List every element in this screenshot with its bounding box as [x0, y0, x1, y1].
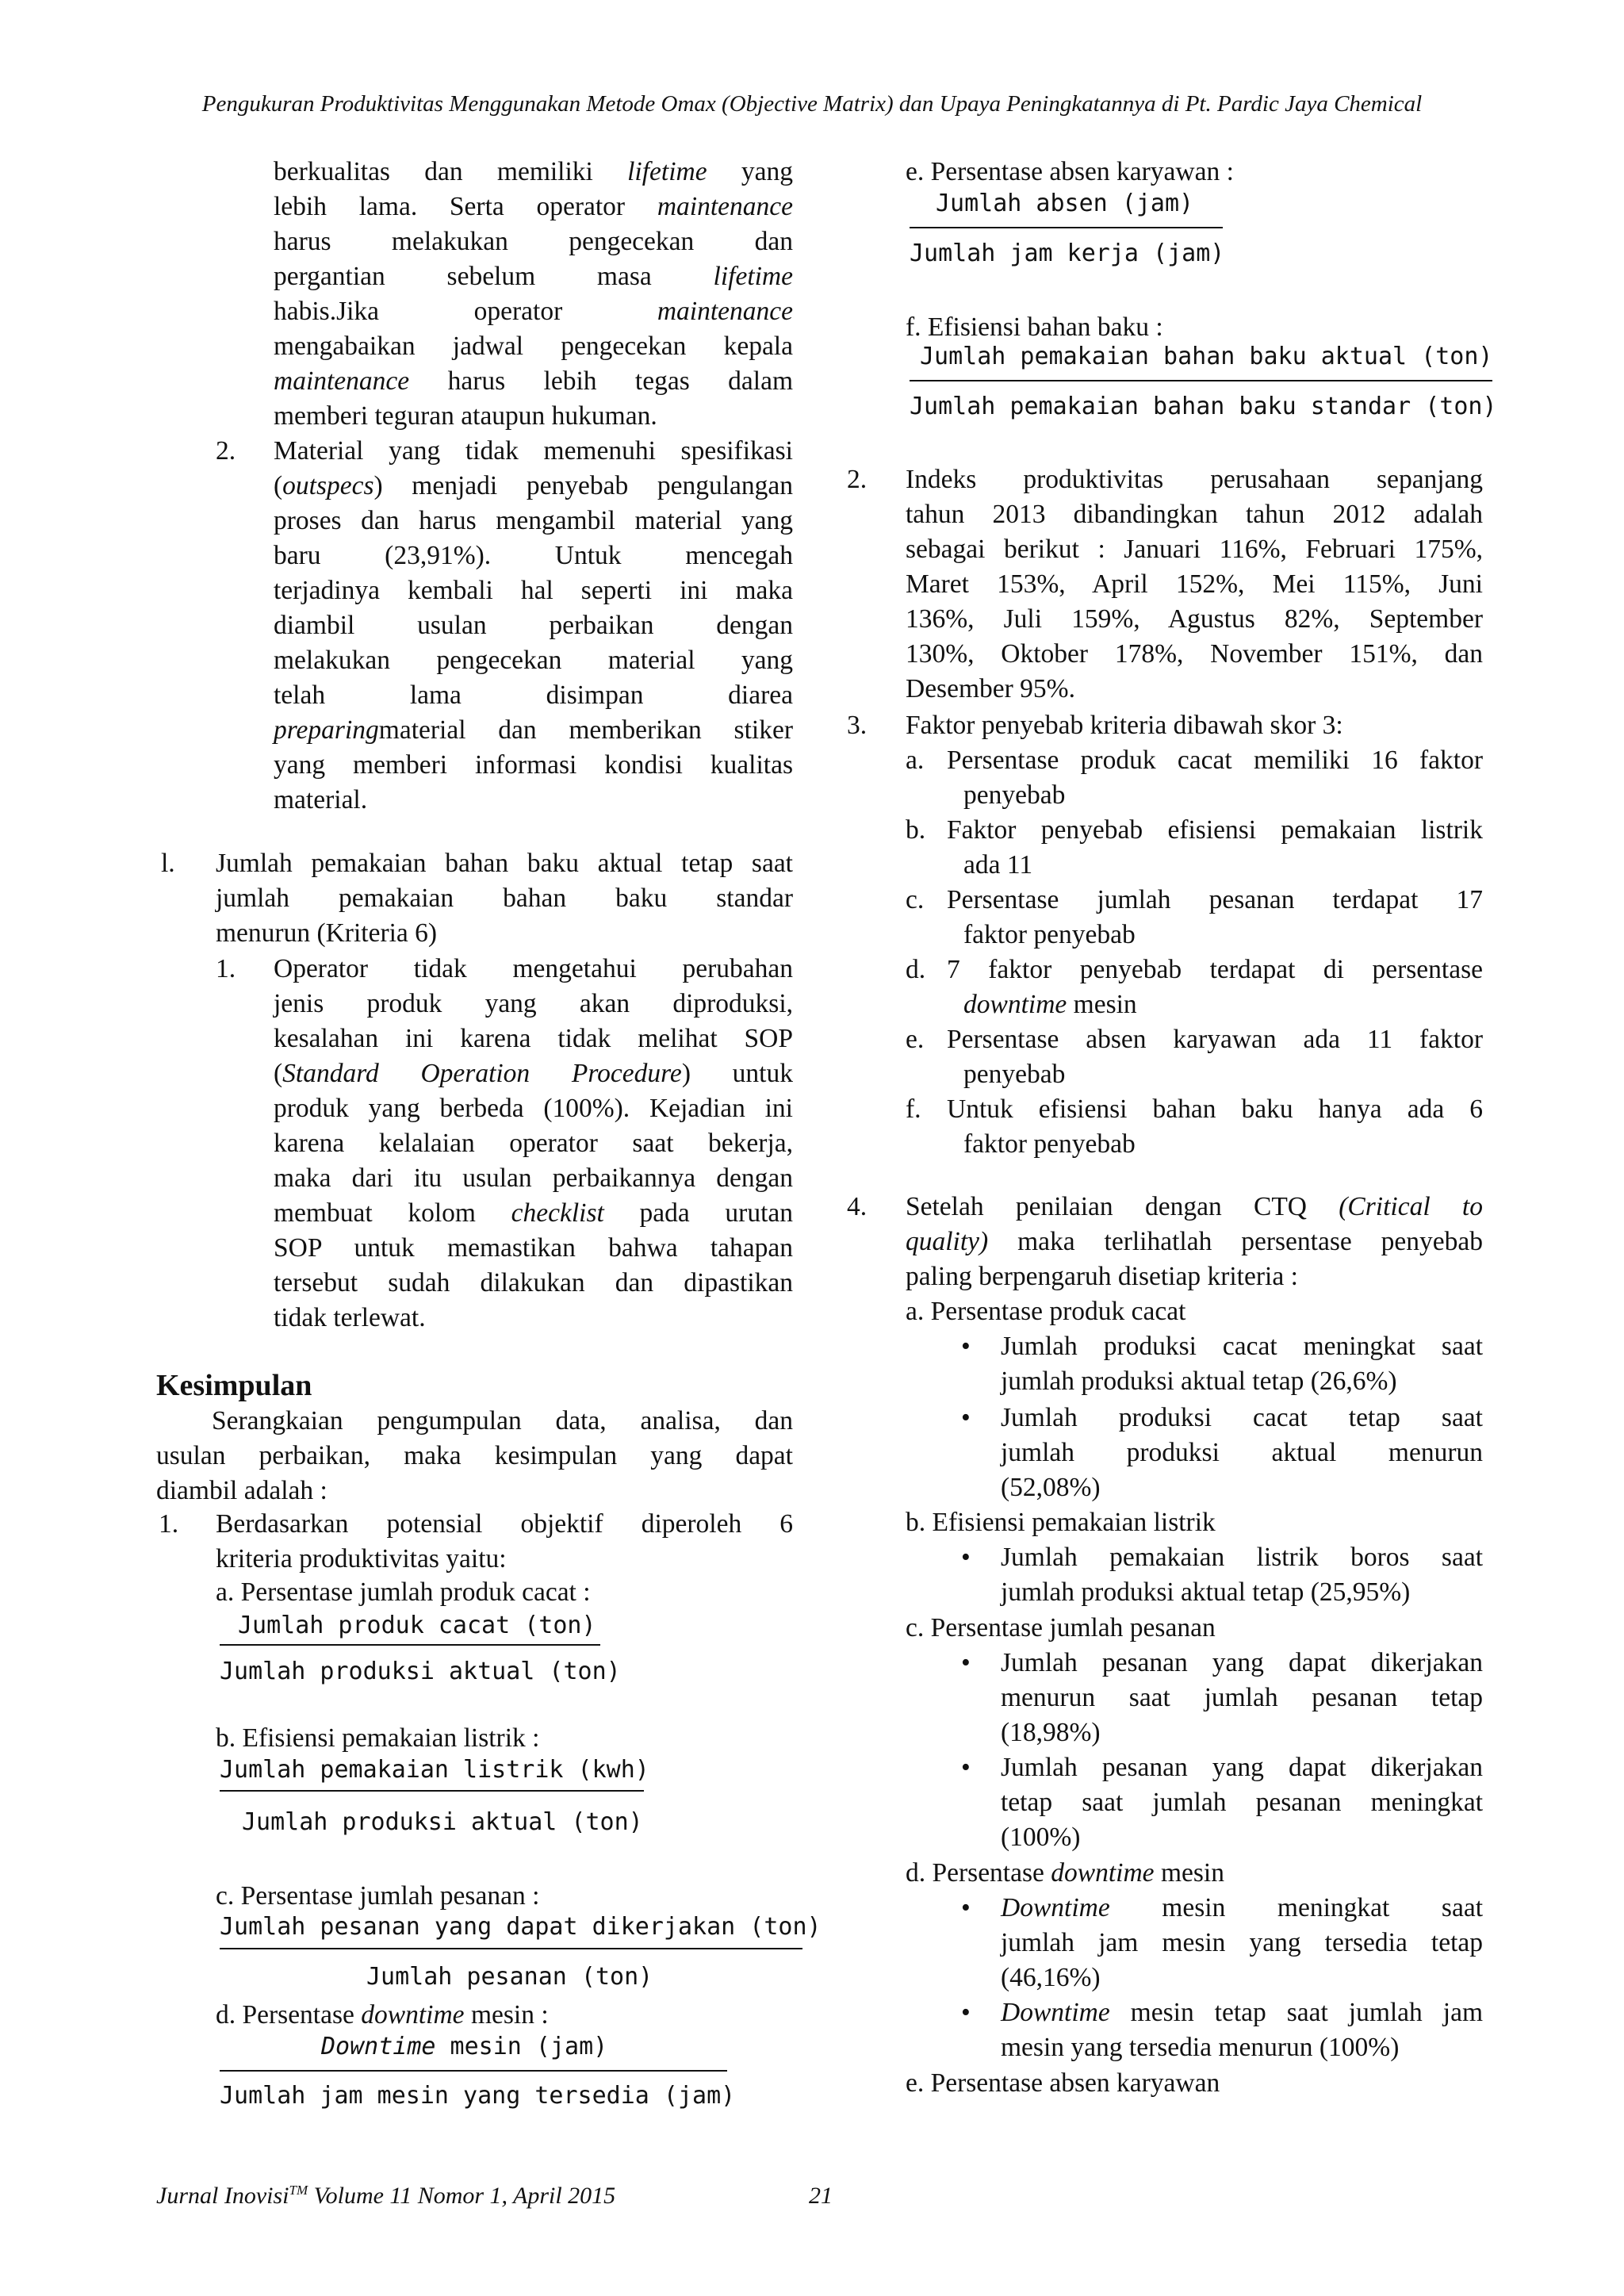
- text-line: menurun saat jumlah pesanan tetap: [1001, 1683, 1483, 1712]
- footer-journal: Jurnal Inovisi™ Volume 11 Nomor 1, April 2015: [156, 2183, 616, 2209]
- text-line: preparingmaterial dan memberikan stiker: [274, 715, 793, 745]
- text-line: mengabaikan jadwal pengecekan kepala: [274, 332, 793, 361]
- bullet-icon: •: [961, 1403, 971, 1432]
- text-line: Jumlah pemakaian listrik boros saat: [1001, 1543, 1483, 1572]
- text-line: kriteria produktivitas yaitu:: [216, 1544, 507, 1573]
- text-line: 130%, Oktober 178%, November 151%, dan: [906, 639, 1483, 669]
- fraction-denominator: Jumlah pesanan (ton): [366, 1963, 653, 1991]
- criterion-b-label: b. Efisiensi pemakaian listrik :: [216, 1723, 540, 1753]
- criterion-heading: b. Efisiensi pemakaian listrik: [906, 1508, 1216, 1537]
- fraction-numerator: Jumlah produk cacat (ton): [238, 1612, 596, 1639]
- bullet-item: [961, 1995, 1483, 2065]
- fraction-numerator: Jumlah pemakaian listrik (kwh): [220, 1756, 649, 1784]
- text-line: produk yang berbeda (100%). Kejadian ini: [274, 1094, 793, 1123]
- text-line: Berdasarkan potensial objektif diperoleh 6: [216, 1509, 793, 1539]
- text-line: Setelah penilaian dengan CTQ (Critical to: [906, 1192, 1483, 1221]
- text-line: Operator tidak mengetahui perubahan: [274, 954, 793, 983]
- text-line: membuat kolom checklist pada urutan: [274, 1198, 793, 1228]
- text-line: jumlah produksi aktual tetap (25,95%): [1001, 1577, 1411, 1607]
- bullet-item: [961, 1401, 1483, 1505]
- bullet-item: [961, 1891, 1483, 1995]
- fraction-denominator: Jumlah produksi aktual (ton): [242, 1808, 643, 1836]
- bullet-icon: •: [961, 1648, 971, 1677]
- item-label: b.: [906, 815, 926, 845]
- criterion-heading: e. Persentase absen karyawan: [906, 2068, 1220, 2098]
- text-line: habis.Jika operator maintenance: [274, 297, 793, 326]
- text-line: Maret 153%, April 152%, Mei 115%, Juni: [906, 569, 1483, 599]
- conclusion-item-3: Faktor penyebab kriteria dibawah skor 3:: [906, 711, 1343, 740]
- text-line: faktor penyebab: [963, 920, 1136, 949]
- text-line: downtime mesin: [963, 990, 1137, 1019]
- text-line: (outspecs) menjadi penyebab pengulangan: [274, 471, 793, 500]
- text-line: yang memberi informasi kondisi kualitas: [274, 750, 793, 780]
- text-line: berkualitas dan memiliki lifetime yang: [274, 157, 793, 186]
- text-line: (100%): [1001, 1823, 1081, 1852]
- text-line: diambil adalah :: [156, 1476, 327, 1505]
- bullet-item: [961, 1329, 1483, 1399]
- fraction-denominator: Jumlah jam mesin yang tersedia (jam): [220, 2082, 736, 2110]
- text-line: Downtime mesin tetap saat jumlah jam: [1001, 1998, 1483, 2027]
- text-line: material.: [274, 785, 368, 815]
- fraction-numerator: Downtime mesin (jam): [321, 2033, 608, 2060]
- factor-item: [906, 813, 1483, 883]
- fraction-denominator: Jumlah produksi aktual (ton): [220, 1658, 621, 1685]
- text-line: lebih lama. Serta operator maintenance: [274, 192, 793, 221]
- text-line: Jumlah pesanan yang dapat dikerjakan: [1001, 1753, 1483, 1782]
- text-line: Downtime mesin meningkat saat: [1001, 1893, 1483, 1922]
- text-line: terjadinya kembali hal seperti ini maka: [274, 576, 793, 605]
- bullet-item: [961, 1750, 1483, 1855]
- text-line: tersebut sudah dilakukan dan dipastikan: [274, 1268, 793, 1297]
- factor-item: [906, 1022, 1483, 1092]
- criterion-e-label: e. Persentase absen karyawan :: [906, 157, 1234, 186]
- item-label: a.: [906, 746, 925, 775]
- criterion-heading: c. Persentase jumlah pesanan: [906, 1613, 1216, 1642]
- text-line: telah lama disimpan diarea: [274, 680, 793, 710]
- bullet-icon: •: [961, 1753, 971, 1782]
- fraction-numerator: Jumlah pemakaian bahan baku aktual (ton): [920, 343, 1493, 370]
- bullet-item: [961, 1540, 1483, 1610]
- text-line: mesin yang tersedia menurun (100%): [1001, 2033, 1400, 2062]
- fraction-bar: [910, 227, 1223, 228]
- fraction-numerator: Jumlah absen (jam): [936, 190, 1194, 217]
- criterion-heading: d. Persentase downtime mesin: [906, 1858, 1224, 1888]
- text-line: Desember 95%.: [906, 674, 1075, 703]
- criterion-d-label: d. Persentase downtime mesin :: [216, 2000, 549, 2030]
- fraction-bar: [910, 380, 1492, 381]
- text-line: usulan perbaikan, maka kesimpulan yang dapat: [156, 1441, 793, 1470]
- text-line: (52,08%): [1001, 1473, 1101, 1502]
- text-line: maka dari itu usulan perbaikannya dengan: [274, 1163, 793, 1193]
- text-line: faktor penyebab: [963, 1129, 1136, 1159]
- text-line: (46,16%): [1001, 1963, 1101, 1992]
- fraction-numerator: Jumlah pesanan yang dapat dikerjakan (ton): [220, 1913, 822, 1941]
- text-line: menurun (Kriteria 6): [216, 918, 438, 948]
- section-heading: Kesimpulan: [156, 1369, 312, 1402]
- text-line: (18,98%): [1001, 1718, 1101, 1747]
- bullet-icon: •: [961, 1332, 971, 1361]
- text-line: ada 11: [963, 850, 1033, 880]
- text-line: karena kelalaian operator saat bekerja,: [274, 1129, 793, 1158]
- text-line: Persentase jumlah pesanan terdapat 17: [947, 885, 1483, 914]
- text-line: maintenance harus lebih tegas dalam: [274, 366, 793, 396]
- criterion-a-label: a. Persentase jumlah produk cacat :: [216, 1577, 591, 1607]
- factor-list: [906, 743, 1483, 1162]
- text-line: Indeks produktivitas perusahaan sepanjang: [906, 465, 1483, 494]
- text-line: baru (23,91%). Untuk mencegah: [274, 541, 793, 570]
- text-line: diambil usulan perbaikan dengan: [274, 611, 793, 640]
- text-line: 136%, Juli 159%, Agustus 82%, September: [906, 604, 1483, 634]
- text-line: sebagai berikut : Januari 116%, Februari 175%,: [906, 535, 1483, 564]
- bullet-icon: •: [961, 1543, 971, 1572]
- text-line: tidak terlewat.: [274, 1303, 426, 1332]
- list-label-l: l.: [161, 849, 175, 878]
- conclusion-item-2: [906, 462, 1483, 707]
- text-line: Jumlah pesanan yang dapat dikerjakan: [1001, 1648, 1483, 1677]
- factor-item: [906, 953, 1483, 1022]
- text-line: jumlah jam mesin yang tersedia tetap: [1001, 1928, 1483, 1957]
- text-line: melakukan pengecekan material yang: [274, 646, 793, 675]
- text-line: Jumlah produksi cacat tetap saat: [1001, 1403, 1483, 1432]
- page-number: 21: [809, 2183, 833, 2209]
- list-number: 4.: [847, 1192, 868, 1221]
- text-line: proses dan harus mengambil material yang: [274, 506, 793, 535]
- factor-item: [906, 1092, 1483, 1162]
- item-label: e.: [906, 1025, 925, 1054]
- running-header: Pengukuran Produktivitas Menggunakan Metode Omax (Objective Matrix) dan Upaya Peningkatannya di Pt. Pardic Jaya Chemical: [201, 91, 1423, 117]
- item-label: f.: [906, 1094, 921, 1124]
- text-line: Serangkaian pengumpulan data, analisa, dan: [212, 1406, 793, 1435]
- text-line: quality) maka terlihatlah persentase penyebab: [906, 1227, 1483, 1256]
- text-line: tahun 2013 dibandingkan tahun 2012 adalah: [906, 500, 1483, 529]
- text-line: Jumlah pemakaian bahan baku aktual tetap saat: [216, 849, 793, 878]
- bullet-icon: •: [961, 1998, 971, 2027]
- text-line: penyebab: [963, 780, 1066, 810]
- text-line: Persentase absen karyawan ada 11 faktor: [947, 1025, 1483, 1054]
- factor-item: [906, 883, 1483, 953]
- text-line: jumlah produksi aktual tetap (26,6%): [1001, 1366, 1397, 1396]
- text-line: tetap saat jumlah pesanan meningkat: [1001, 1788, 1483, 1817]
- list-number: 3.: [847, 711, 868, 740]
- text-line: pergantian sebelum masa lifetime: [274, 262, 793, 291]
- criterion-f-label: f. Efisiensi bahan baku :: [906, 312, 1163, 342]
- list-number: 1.: [216, 954, 236, 983]
- conclusion-item-4: [906, 1190, 1483, 1294]
- text-line: SOP untuk memastikan bahwa tahapan: [274, 1233, 793, 1263]
- text-line: Persentase produk cacat memiliki 16 faktor: [947, 746, 1483, 775]
- item-label: d.: [906, 955, 926, 984]
- list-number: 1.: [159, 1509, 179, 1539]
- fraction-denominator: Jumlah jam kerja (jam): [910, 240, 1225, 267]
- text-line: paling berpengaruh disetiap kriteria :: [906, 1262, 1298, 1291]
- text-line: Faktor penyebab efisiensi pemakaian listrik: [947, 815, 1483, 845]
- item-label: c.: [906, 885, 925, 914]
- text-line: harus melakukan pengecekan dan: [274, 227, 793, 256]
- text-line: jumlah produksi aktual menurun: [1001, 1438, 1483, 1467]
- text-line: Material yang tidak memenuhi spesifikasi: [274, 436, 793, 466]
- bullet-item: [961, 1646, 1483, 1750]
- text-line: memberi teguran ataupun hukuman.: [274, 401, 657, 431]
- criterion-c-label: c. Persentase jumlah pesanan :: [216, 1881, 540, 1911]
- text-line: kesalahan ini karena tidak melihat SOP: [274, 1024, 793, 1053]
- text-line: Untuk efisiensi bahan baku hanya ada 6: [947, 1094, 1483, 1124]
- text-line: penyebab: [963, 1060, 1066, 1089]
- factor-item: [906, 743, 1483, 813]
- criterion-heading: a. Persentase produk cacat: [906, 1297, 1186, 1326]
- fraction-denominator: Jumlah pemakaian bahan baku standar (ton): [910, 393, 1497, 420]
- bullet-icon: •: [961, 1893, 971, 1922]
- text-line: 7 faktor penyebab terdapat di persentase: [947, 955, 1483, 984]
- text-line: jenis produk yang akan diproduksi,: [274, 989, 793, 1018]
- text-line: Jumlah produksi cacat meningkat saat: [1001, 1332, 1483, 1361]
- list-number: 2.: [216, 436, 236, 466]
- text-line: jumlah pemakaian bahan baku standar: [216, 884, 793, 913]
- text-line: (Standard Operation Procedure) untuk: [274, 1059, 793, 1088]
- list-number: 2.: [847, 465, 868, 494]
